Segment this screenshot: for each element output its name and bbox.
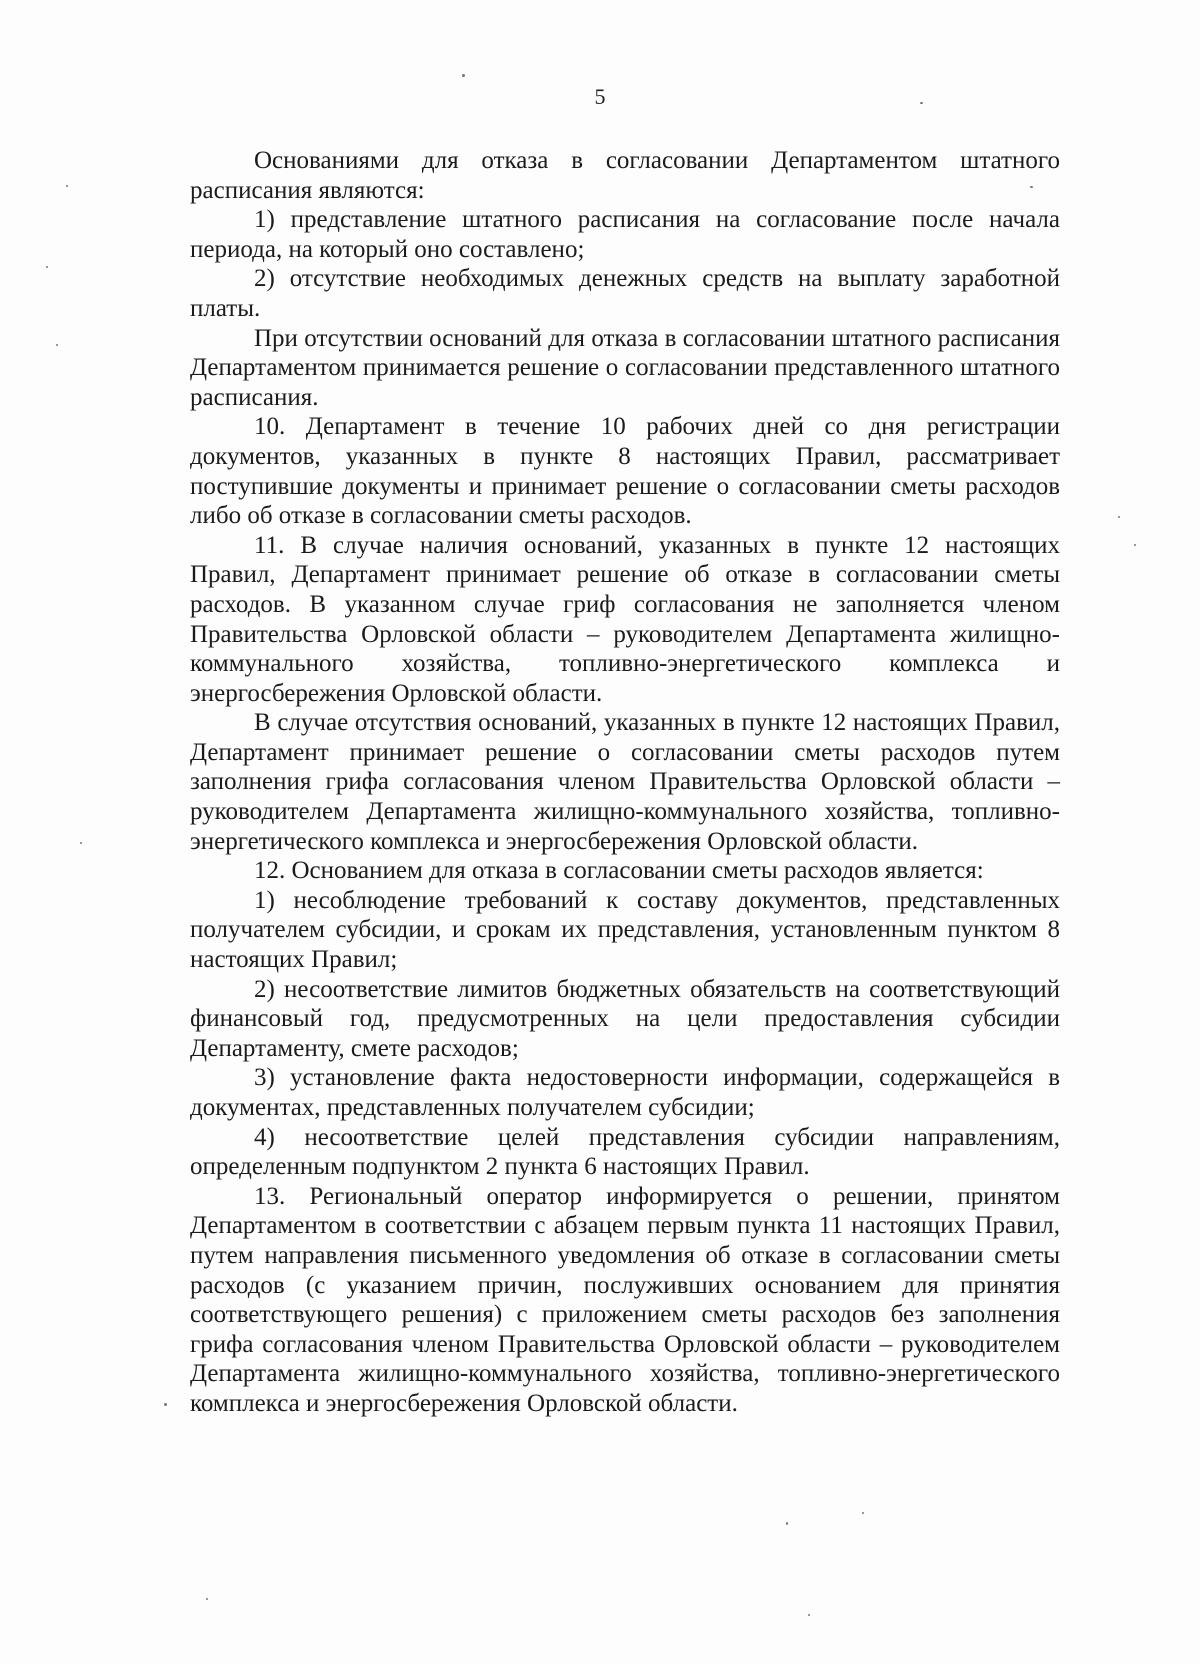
paragraph: 1) представление штатного расписания на согласование после начала периода, на который оно составлено; [190,206,1060,263]
paragraph: 1) несоблюдение требований к составу документов, представленных получателем субсидии, и срокам их представления, установленным пунктом 8 настоящих Правил; [190,886,1060,974]
paragraph: При отсутствии оснований для отказа в согласовании штатного расписания Департаментом принимается решение о согласовании представленного штатного расписания. [190,324,1060,411]
scan-speck [808,1614,810,1616]
scan-speck [1030,186,1033,188]
page-number: 5 [594,84,606,109]
paragraph: 10. Департамент в течение 10 рабочих дней со дня регистрации документов, указанных в пункте 8 настоящих Правил, рассматривает поступившие документы и принимает решение о согласовании сметы расходов либо об отказе в согласовании сметы расходов. [190,413,1060,530]
scan-speck [1118,516,1120,518]
scan-speck [1134,544,1136,546]
scan-speck [66,185,68,187]
paragraph: 3) установление факта недостоверности информации, содержащейся в документах, представленных получателем субсидии; [190,1064,1060,1121]
scan-speck [206,1598,208,1600]
scan-speck [862,1512,864,1514]
paragraph: 11. В случае наличия оснований, указанных в пункте 12 настоящих Правил, Департамент принимает решение об отказе в согласовании сметы расходов. В указанном случае гриф согласования не заполняется членом Правительства Орловской области – руководителем Департамента жилищно-коммунального хозяйства, топливно-энергетического комплекса и энергосбережения Орловской области. [190,531,1060,707]
scan-speck [786,1522,788,1525]
document-body [190,146,1060,1419]
paragraph: 2) несоответствие лимитов бюджетных обязательств на соответствующий финансовый год, предусмотренных на цели предоставления субсидии Департаменту, смете расходов; [190,975,1060,1062]
scan-speck [46,266,48,268]
scan-speck [462,74,465,77]
scan-speck [56,344,58,346]
paragraph: В случае отсутствия оснований, указанных в пункте 12 настоящих Правил, Департамент принимает решение о согласовании сметы расходов путем заполнения грифа согласования членом Правительства Орловской области – руководителем Департамента жилищно-коммунального хозяйства, топливно-энергетического комплекса и энергосбережения Орловской области. [190,709,1060,855]
paragraph: Основаниями для отказа в согласовании Департаментом штатного расписания являются: [190,147,1060,204]
paragraph: 12. Основанием для отказа в согласовании сметы расходов является: [254,857,984,885]
paragraph: 2) отсутствие необходимых денежных средств на выплату заработной платы. [190,265,1060,322]
scan-speck [164,1403,167,1406]
scan-speck [920,102,923,104]
paragraph: 13. Региональный оператор информируется о решении, принятом Департаментом в соответствии с абзацем первым пункта 11 настоящих Правил, путем направления письменного уведомления об отказе в согласовании сметы расходов (с указанием причин, послуживших основанием для принятия соответствующего решения) с приложением сметы расходов без заполнения грифа согласования членом Правительства Орловской области – руководителем Департамента жилищно-коммунального хозяйства, топливно-энергетического комплекса и энергосбережения Орловской области. [190,1182,1060,1417]
paragraph: 4) несоответствие целей представления субсидии направлениям, определенным подпунктом 2 пункта 6 настоящих Правил. [190,1123,1060,1181]
scan-speck [80,842,82,844]
